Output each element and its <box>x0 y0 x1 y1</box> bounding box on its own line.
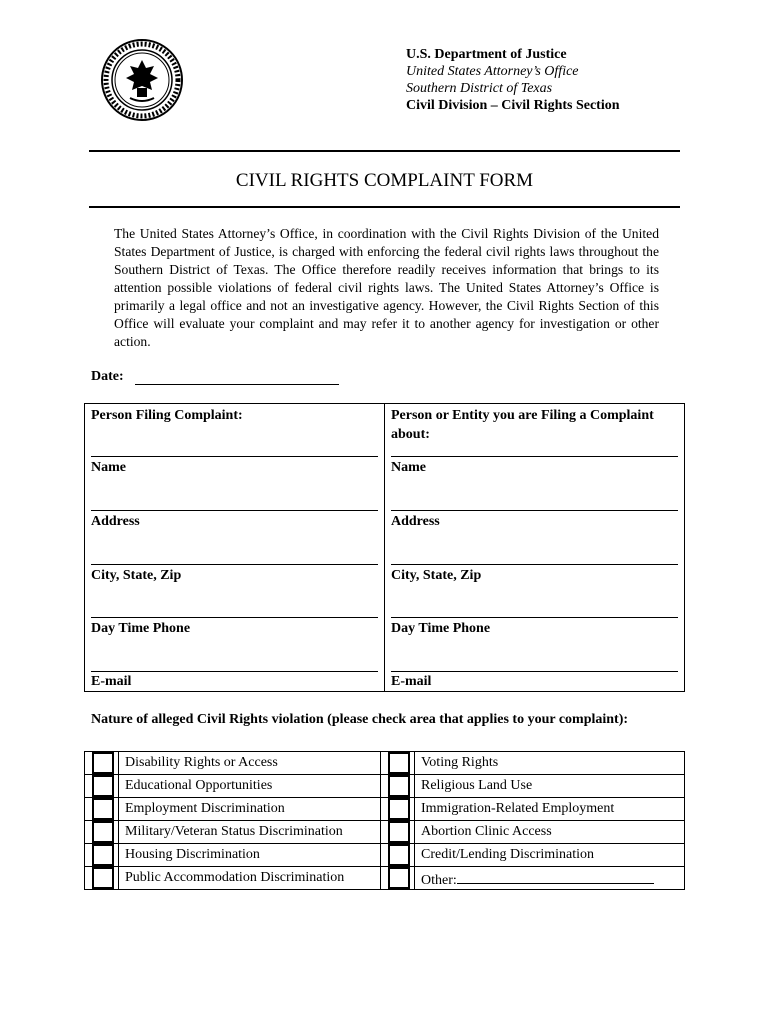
doj-seal-icon <box>100 38 184 122</box>
complainant-name-field[interactable] <box>91 456 378 457</box>
checkbox-other[interactable] <box>388 867 410 889</box>
checkbox-abortion-clinic[interactable] <box>388 821 410 843</box>
other-cell <box>415 867 685 890</box>
violation-label: Public Accommodation Discrimination <box>119 867 381 890</box>
department-header <box>406 46 620 114</box>
respondent-phone-label: Day Time Phone <box>391 621 491 636</box>
violation-label: Military/Veteran Status Discrimination <box>119 821 381 844</box>
respondent-city-label: City, State, Zip <box>391 568 482 583</box>
respondent-name-field[interactable] <box>391 456 678 457</box>
violation-label: Housing Discrimination <box>119 844 381 867</box>
complainant-email-label: E-mail <box>91 674 132 689</box>
respondent-name-label: Name <box>391 460 426 475</box>
violation-label: Religious Land Use <box>415 775 685 798</box>
violation-label: Disability Rights or Access <box>119 752 381 775</box>
complainant-city-label: City, State, Zip <box>91 568 182 583</box>
header-divider <box>89 150 680 152</box>
checkbox-credit-lending[interactable] <box>388 844 410 866</box>
checkbox-voting[interactable] <box>388 752 410 774</box>
complainant-heading: Person Filing Complaint: <box>91 408 243 423</box>
other-specify-field[interactable] <box>457 868 654 884</box>
violation-row <box>85 821 685 844</box>
violation-label: Other: <box>421 872 457 888</box>
violation-label: Immigration-Related Employment <box>415 798 685 821</box>
checkbox-disability[interactable] <box>92 752 114 774</box>
checkbox-immigration-employment[interactable] <box>388 798 410 820</box>
violation-label: Employment Discrimination <box>119 798 381 821</box>
violation-label: Educational Opportunities <box>119 775 381 798</box>
complainant-column <box>85 404 385 692</box>
complainant-city-field[interactable] <box>91 564 378 565</box>
division-name: Civil Division – Civil Rights Section <box>406 98 620 113</box>
respondent-address-label: Address <box>391 514 440 529</box>
violation-label: Voting Rights <box>415 752 685 775</box>
parties-table <box>84 403 685 692</box>
violation-row <box>85 844 685 867</box>
violation-row <box>85 867 685 890</box>
respondent-heading: Person or Entity you are Filing a Complaint about: <box>391 408 654 442</box>
respondent-email-label: E-mail <box>391 674 432 689</box>
respondent-email-field[interactable] <box>391 671 678 672</box>
violation-label: Credit/Lending Discrimination <box>415 844 685 867</box>
checkbox-public-accommodation[interactable] <box>92 867 114 889</box>
violations-table <box>84 751 685 890</box>
respondent-phone-field[interactable] <box>391 617 678 618</box>
violations-heading: Nature of alleged Civil Rights violation (please check area that applies to your complaint): <box>91 712 629 727</box>
respondent-address-field[interactable] <box>391 510 678 511</box>
checkbox-housing[interactable] <box>92 844 114 866</box>
checkbox-employment[interactable] <box>92 798 114 820</box>
office-name: United States Attorney’s Office <box>406 64 579 79</box>
violation-label: Abortion Clinic Access <box>415 821 685 844</box>
checkbox-religious-land-use[interactable] <box>388 775 410 797</box>
district-name: Southern District of Texas <box>406 81 553 96</box>
complainant-address-field[interactable] <box>91 510 378 511</box>
department-name: U.S. Department of Justice <box>406 47 567 62</box>
checkbox-military-veteran[interactable] <box>92 821 114 843</box>
respondent-city-field[interactable] <box>391 564 678 565</box>
title-divider <box>89 206 680 208</box>
violation-row <box>85 798 685 821</box>
violation-row <box>85 775 685 798</box>
respondent-column <box>385 404 685 692</box>
intro-paragraph: The United States Attorney’s Office, in coordination with the Civil Rights Division of the United States Department of Justice, is charged with enforcing the federal civil rights laws throughout the Southern District of Texas. The Office therefore readily receives information that brings to its attention possible violations of federal civil rights laws. The United States Attorney’s Office is primarily a legal office and not an investigative agency. However, the Civil Rights Section of this Office will evaluate your complaint and may refer it to another agency for investigation or other action. <box>114 226 659 349</box>
complainant-phone-field[interactable] <box>91 617 378 618</box>
date-field[interactable] <box>135 384 339 385</box>
complainant-address-label: Address <box>91 514 140 529</box>
form-title: CIVIL RIGHTS COMPLAINT FORM <box>235 170 534 191</box>
complainant-email-field[interactable] <box>91 671 378 672</box>
complainant-name-label: Name <box>91 460 126 475</box>
checkbox-education[interactable] <box>92 775 114 797</box>
complainant-phone-label: Day Time Phone <box>91 621 191 636</box>
violation-row <box>85 752 685 775</box>
date-label: Date: <box>91 369 124 384</box>
